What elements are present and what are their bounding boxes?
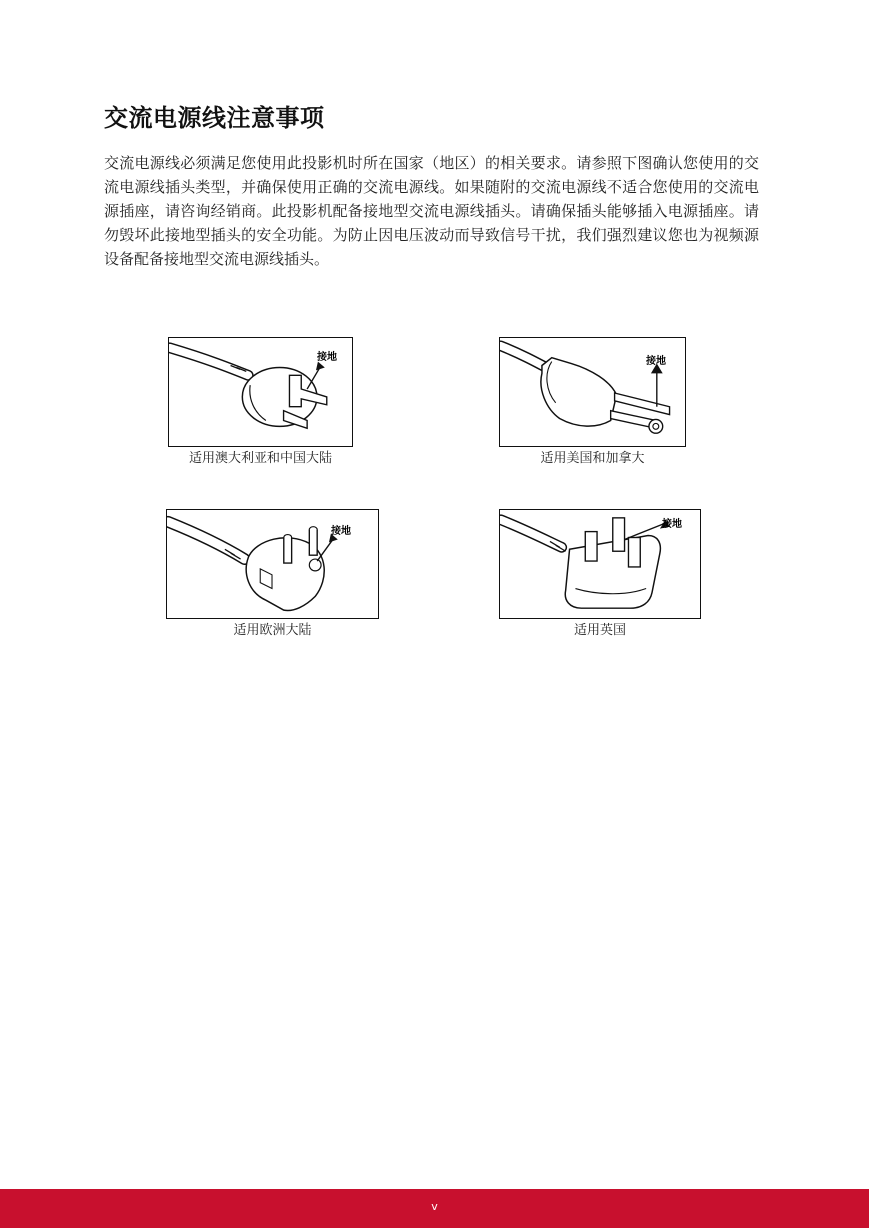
page-number: v [431,1200,438,1213]
body-paragraph: 交流电源线必须满足您使用此投影机时所在国家（地区）的相关要求。请参照下图确认您使用的交流电源线插头类型，并确保使用正确的交流电源线。如果随附的交流电源线不适合您使用的交流电源插座，请咨询经销商。此投影机配备接地型交流电源线插头。请确保插头能够插入电源插座。请勿毁坏此接地型插头的安全功能。为防止因电压波动而导致信号干扰，我们强烈建议您也为视频源设备配备接地型交流电源线插头。 [104,154,759,268]
page-title: 交流电源线注意事项 [104,104,325,132]
ground-label: 接地 [662,519,682,530]
plug-illustration-eu [166,509,379,619]
plug-illustration-uk [499,509,701,619]
plug-figure-uk [499,509,701,639]
ground-label: 接地 [331,526,351,537]
plug-caption-uk: 适用英国 [573,623,626,638]
plug-figure-us-ca [499,337,686,467]
ground-label: 接地 [646,356,666,367]
plug-figure-eu [166,509,379,639]
plug-caption-us-ca: 适用美国和加拿大 [540,451,645,466]
plug-illustration-au-cn [168,337,353,447]
ground-label: 接地 [317,352,337,363]
page-footer [0,1189,869,1228]
plug-caption-eu: 适用欧洲大陆 [233,623,312,638]
plug-illustration-us-ca [499,337,686,447]
plug-caption-au-cn: 适用澳大利亚和中国大陆 [188,451,332,466]
plug-figure-au-cn [168,337,353,467]
